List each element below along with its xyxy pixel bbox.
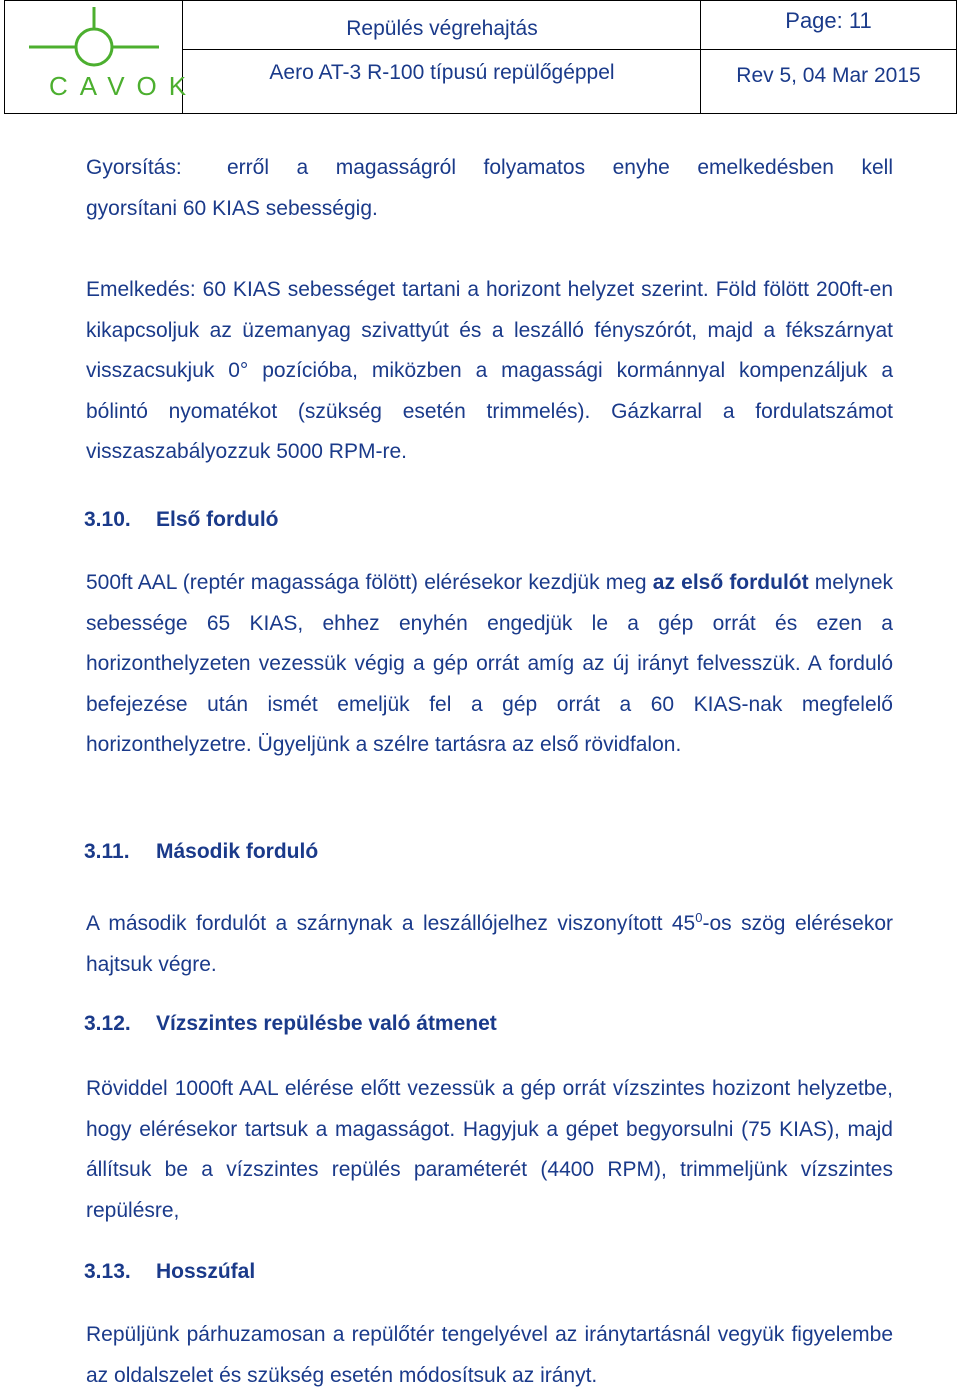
paragraph-text: -os szög elérésekor hajtsuk végre. — [86, 912, 894, 976]
header-logo-cell — [5, 1, 199, 113]
section-number: 3.11. — [84, 840, 130, 863]
header-divider — [183, 49, 956, 50]
section-number: 3.13. — [84, 1260, 131, 1283]
paragraph-text: erről a magasságról folyamatos enyhe emelkedésben kell — [227, 156, 893, 179]
paragraph-text: Emelkedés: 60 KIAS sebességet tartani a horizont helyzet szerint. Föld fölött 200ft-en kikapcsoljuk az üzemanyag szivattyút és a leszálló fényszórót, majd a fékszárnyat visszacsukjuk 0° pozícióba, miközben a magassági kormánnyal kompenzáljuk a bólintó nyomatékot (szükség esetén trimmelés). Gázkarral a fordulatszámot visszaszabályozzuk 5000 RPM-re. — [86, 278, 893, 463]
paragraph-masodik-fordulo — [86, 898, 893, 985]
document-title: Repülés végrehajtás — [346, 17, 538, 40]
section-heading-3-12 — [84, 1012, 497, 1036]
paragraph-label: Gyorsítás: — [86, 156, 182, 179]
paragraph-emelkedes — [86, 270, 893, 473]
document-subtitle: Aero AT-3 R-100 típusú repülőgéppel — [269, 61, 615, 84]
section-number: 3.10. — [84, 508, 131, 531]
section-heading-3-10 — [84, 508, 279, 532]
header-meta-cell — [701, 1, 956, 113]
paragraph-text: melynek sebessége 65 KIAS, ehhez enyhén engedjük le a gép orrát és ezen a horizonthelyzeten vezessük végig a gép orrát amíg az új irányt felvesszük. A forduló befejezése után ismét emeljük fel a gép orrát a 60 KIAS-nak megfelelő horizonthelyzetre. Ügyeljünk a szélre tartásra az első rövidfalon. — [86, 571, 893, 756]
paragraph-text: Repüljünk párhuzamosan a repülőtér tengelyével az iránytartásnál vegyük figyelembe az oldalszelet és szükség esetén módosítsuk az irányt. — [86, 1323, 893, 1387]
section-title: Hosszúfal — [156, 1260, 256, 1283]
revision-date: Rev 5, 04 Mar 2015 — [736, 64, 921, 87]
section-heading-3-13 — [84, 1260, 255, 1284]
cavok-logo-icon — [29, 5, 159, 75]
superscript: 0 — [695, 910, 703, 925]
logo-text: CAVOK — [49, 71, 199, 101]
section-number: 3.12. — [84, 1012, 131, 1035]
paragraph-elso-forduló — [86, 563, 893, 766]
paragraph-text: Röviddel 1000ft AAL elérése előtt vezessük a gép orrát vízszintes hozizont helyzetbe, hogy elérésekor tartsuk a magasságot. Hagyjuk a gépet begyorsulni (75 KIAS), majd állítsuk be a vízszintes repülés paraméterét (4400 RPM), trimmeljünk vízszintes repülésre, — [86, 1077, 893, 1222]
paragraph-text: 500ft AAL (reptér magassága fölött) elérésekor kezdjük meg — [86, 571, 647, 594]
paragraph-text: A második fordulót a szárnynak a leszállójelhez viszonyított 45 — [86, 912, 696, 935]
section-title: Vízszintes repülésbe való átmenet — [156, 1012, 497, 1035]
page-header — [4, 0, 957, 114]
section-title: Második forduló — [156, 840, 319, 863]
paragraph-vizszintes — [86, 1069, 893, 1231]
paragraph-text: gyorsítani 60 KIAS sebességig. — [86, 197, 378, 220]
paragraph-gyorsitas-cont — [86, 189, 893, 230]
page-number: Page: 11 — [785, 8, 872, 33]
paragraph-hosszufal — [86, 1315, 893, 1396]
emphasis-text: az első fordulót — [652, 571, 809, 594]
header-title-cell — [183, 1, 701, 113]
section-title: Első forduló — [156, 508, 279, 531]
paragraph-gyorsitas — [86, 148, 893, 189]
section-heading-3-11 — [84, 840, 318, 864]
